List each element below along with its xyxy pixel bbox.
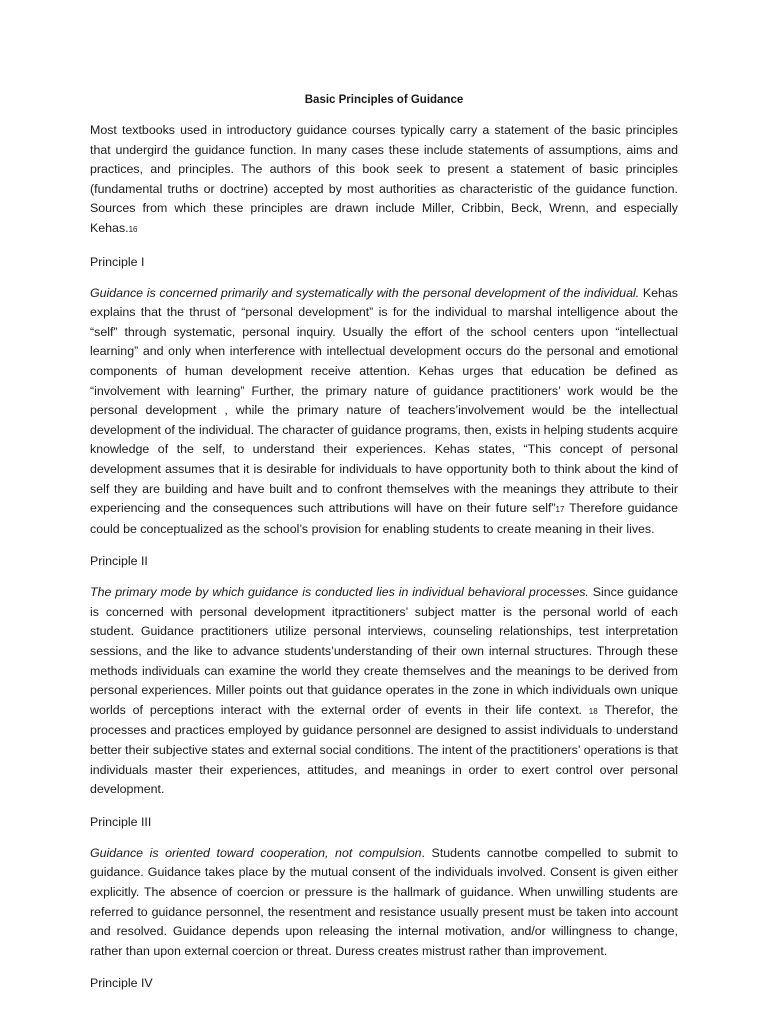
footnote-ref: 18 <box>588 706 598 716</box>
principle-statement: The primary mode by which guidance is conducted lies in individual behavioral processes. <box>90 585 589 600</box>
intro-paragraph <box>90 121 678 240</box>
principle-paragraph <box>90 284 678 540</box>
principle-heading: Principle I <box>90 254 145 269</box>
principle-paragraph <box>90 844 678 962</box>
principle-heading: Principle III <box>90 814 152 829</box>
principle-tail: Therefore guidance could be conceptualized as the school’s provision for enabling students to create meaning in their lives. <box>90 501 678 536</box>
principle-paragraph <box>90 583 678 800</box>
principle-body: Kehas explains that the thrust of “personal development” is for the individual to marshal intelligence about the “self” through systematic, personal inquiry. Usually the effort of the school centers upon “intellectual learning” and only when interference with intellectual development occurs do the personal and emotional components of human development receive attention. Kehas urges that education be defined as “involvement with learning” Further, the primary nature of guidance practitioners’ work would be the personal development , while the primary nature of teachers’involvement would be the intellectual development of the individual. The character of guidance programs, then, exists in helping students acquire knowledge of the self, to understand their experiences. Kehas states, “This concept of personal development assumes that it is desirable for individuals to have opportunity both to think about the kind of self they are building and have built and to confront themselves with the meanings they attribute to their experiencing and the consequences such attributions will have on their future self” <box>90 285 678 516</box>
document-page <box>90 92 678 1005</box>
footnote-ref: 17 <box>555 505 565 515</box>
principle-tail: Therefor, the processes and practices employed by guidance personnel are designed to assist individuals to understand better their subjective states and external social conditions. The intent of the practitioners’ operations is that individuals master their experiences, attitudes, and meanings in order to exert control over personal development. <box>90 702 678 797</box>
footnote-ref: 16 <box>128 224 138 234</box>
document-title: Basic Principles of Guidance <box>304 94 464 106</box>
principle-statement: Guidance is oriented toward cooperation, not compulsion <box>90 845 422 860</box>
principle-heading: Principle II <box>90 554 148 569</box>
principle-heading: Principle IV <box>90 976 153 991</box>
principle-body: Since guidance is concerned with personal development itpractitioners’ subject matter is the personal world of each student. Guidance practitioners utilize personal interviews, counseling relationships, test interpretation sessions, and the like to advance students’understanding of their own internal structures. Through these methods individuals can examine the world they create themselves and the meanings to be derived from personal experiences. Miller points out that guidance operates in the zone in which individuals own unique worlds of perceptions interact with the external order of events in their life context. <box>90 585 678 717</box>
principle-statement: Guidance is concerned primarily and systematically with the personal development of the individual. <box>90 285 640 300</box>
principle-body: . Students cannotbe compelled to submit to guidance. Guidance takes place by the mutual consent of the individuals involved. Consent is given either explicitly. The absence of coercion or pressure is the hallmark of guidance. When unwilling students are referred to guidance personnel, the resentment and resistance usually present must be taken into account and resolved. Guidance depends upon releasing the internal motivation, and/or willingness to change, rather than upon external coercion or threat. Duress creates mistrust rather than improvement. <box>90 845 678 958</box>
intro-text: Most textbooks used in introductory guidance courses typically carry a statement of the basic principles that undergird the guidance function. In many cases these include statements of assumptions, aims and practices, and principles. The authors of this book seek to present a statement of basic principles (fundamental truths or doctrine) accepted by most authorities as characteristic of the guidance function. Sources from which these principles are drawn include Miller, Cribbin, Beck, Wrenn, and especially Kehas. <box>90 123 678 235</box>
